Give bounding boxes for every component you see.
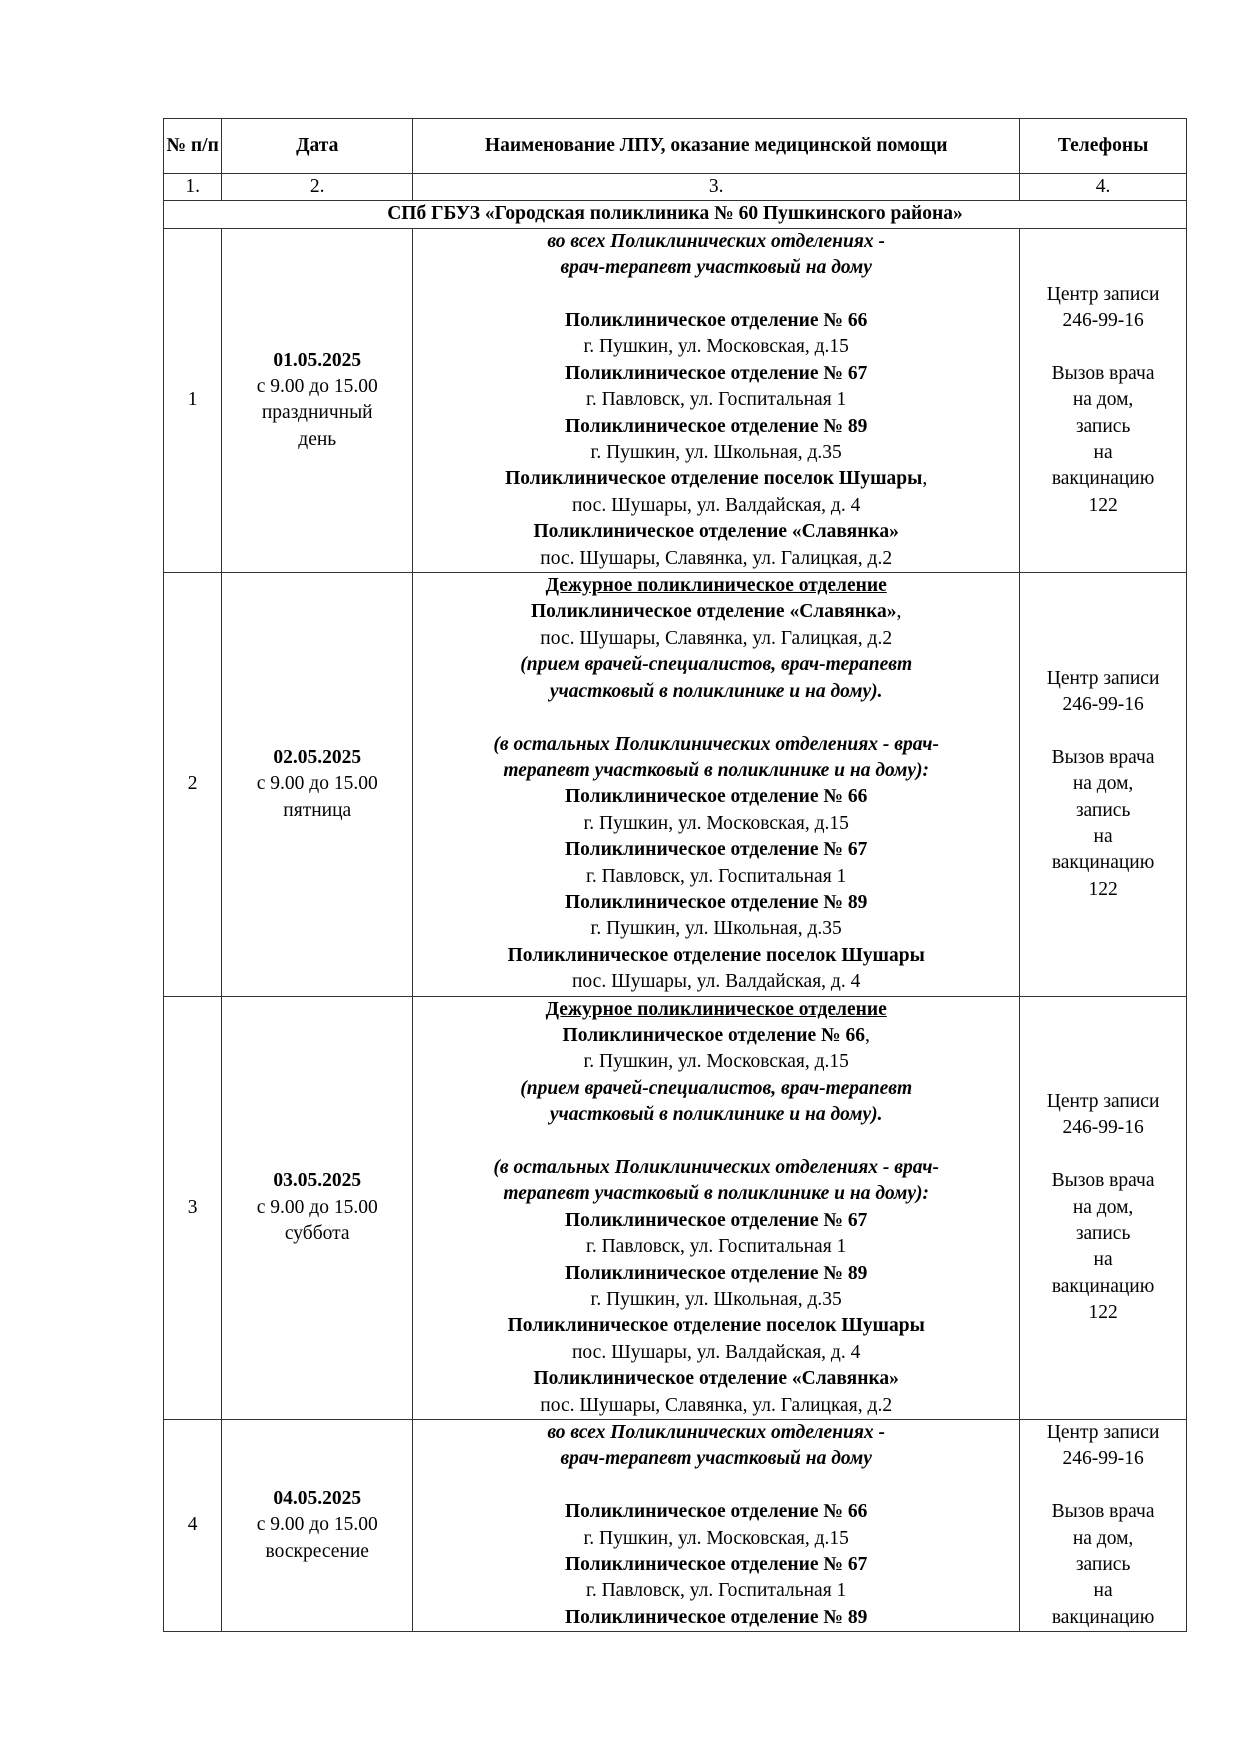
clinic-line-text: г. Пушкин, ул. Школьная, д.35 xyxy=(590,918,842,940)
phone-line: 122 xyxy=(1088,878,1118,900)
clinic-line-text: во всех Поликлинических отделениях - xyxy=(547,1422,886,1444)
org-title: СПб ГБУЗ «Городская поликлиника № 60 Пушкинского района» xyxy=(164,201,1187,228)
phone-line: запись xyxy=(1075,1554,1131,1576)
clinic-line xyxy=(415,652,1017,678)
phone-line: Вызов врача xyxy=(1051,362,1155,384)
phone-line: 246-99-16 xyxy=(1062,1117,1144,1139)
clinic-line-text: врач-терапевт участковый на дому xyxy=(560,1448,872,1470)
phone-line: 246-99-16 xyxy=(1062,1448,1144,1470)
clinic-line-text: Поликлиническое отделение № 66 xyxy=(564,310,868,332)
clinic-line xyxy=(415,784,1017,810)
clinic-line xyxy=(415,1023,1017,1049)
phone-line: Центр записи xyxy=(1046,667,1160,689)
clinic-line-text: (в остальных Поликлинических отделениях - врач- xyxy=(493,1156,939,1178)
clinic-line-tail: , xyxy=(896,601,902,623)
row-number: 2 xyxy=(164,573,222,996)
clinic-line xyxy=(415,414,1017,440)
row-number: 3 xyxy=(164,996,222,1419)
clinic-line xyxy=(415,1181,1017,1207)
header-num: № п/п xyxy=(164,119,222,174)
spacer xyxy=(415,282,1017,308)
clinic-line-text: (прием врачей-специалистов, врач-терапевт xyxy=(520,654,913,676)
header-row xyxy=(164,119,1187,174)
clinic-line xyxy=(415,387,1017,413)
clinic-line xyxy=(415,837,1017,863)
row-phones-cell xyxy=(1020,1420,1187,1632)
clinic-line-text: Поликлиническое отделение № 66 xyxy=(562,1024,865,1046)
spacer xyxy=(1022,334,1184,360)
clinic-line-text: г. Пушкин, ул. Московская, д.15 xyxy=(583,336,849,358)
clinic-line-text: Поликлиническое отделение «Славянка» xyxy=(533,521,899,543)
clinic-line-tail: , xyxy=(864,1024,870,1046)
row-date: 04.05.2025 xyxy=(273,1488,362,1510)
phone-line: на xyxy=(1093,442,1113,464)
phone-line: Центр записи xyxy=(1046,283,1160,305)
row-date: 02.05.2025 xyxy=(273,746,362,768)
org-row xyxy=(164,201,1187,228)
row-clinics-cell xyxy=(413,996,1020,1419)
clinic-line-text: г. Пушкин, ул. Школьная, д.35 xyxy=(590,1289,842,1311)
clinic-line xyxy=(415,334,1017,360)
schedule-row xyxy=(164,996,1187,1419)
clinic-line xyxy=(415,1605,1017,1631)
clinic-line-text: (прием врачей-специалистов, врач-терапевт xyxy=(520,1077,913,1099)
row-time: с 9.00 до 15.00 xyxy=(256,376,378,398)
clinic-line xyxy=(415,1420,1017,1446)
phone-line: Вызов врача xyxy=(1051,1501,1155,1523)
clinic-line xyxy=(415,1208,1017,1234)
clinic-line xyxy=(415,1499,1017,1525)
row-time: с 9.00 до 15.00 xyxy=(256,1514,378,1536)
index-cell: 4. xyxy=(1020,174,1187,201)
clinic-line-text: Поликлиническое отделение № 66 xyxy=(564,1501,868,1523)
clinic-line xyxy=(415,546,1017,572)
phone-line: 246-99-16 xyxy=(1062,310,1144,332)
clinic-line-text: (в остальных Поликлинических отделениях - врач- xyxy=(493,733,939,755)
row-date: 01.05.2025 xyxy=(273,349,362,371)
row-time: с 9.00 до 15.00 xyxy=(256,773,378,795)
schedule-table xyxy=(163,118,1187,1632)
clinic-line-text: Поликлиническое отделение № 89 xyxy=(564,1262,868,1284)
clinic-line xyxy=(415,1393,1017,1419)
row-day: суббота xyxy=(284,1223,350,1244)
clinic-line-text: г. Павловск, ул. Госпитальная 1 xyxy=(586,865,847,887)
clinic-line xyxy=(415,1155,1017,1181)
clinic-line xyxy=(415,758,1017,784)
clinic-line xyxy=(415,361,1017,387)
clinic-line-text: пос. Шушары, Славянка, ул. Галицкая, д.2 xyxy=(540,1394,893,1416)
schedule-row xyxy=(164,228,1187,572)
clinic-line-text: Поликлиническое отделение № 67 xyxy=(564,1554,868,1576)
clinic-line-tail: , xyxy=(922,468,928,490)
index-cell: 1. xyxy=(164,174,222,201)
row-phones-cell xyxy=(1020,996,1187,1419)
clinic-line xyxy=(415,1287,1017,1313)
clinic-line xyxy=(415,626,1017,652)
row-phones-cell xyxy=(1020,228,1187,572)
clinic-line-text: г. Пушкин, ул. Московская, д.15 xyxy=(583,1527,849,1549)
clinic-line xyxy=(415,1340,1017,1366)
index-cell: 3. xyxy=(413,174,1020,201)
clinic-line xyxy=(415,1049,1017,1075)
clinic-line xyxy=(415,1234,1017,1260)
clinic-line xyxy=(415,308,1017,334)
row-clinics-cell xyxy=(413,228,1020,572)
clinic-line-text: пос. Шушары, Славянка, ул. Галицкая, д.2 xyxy=(540,627,893,649)
row-date: 03.05.2025 xyxy=(273,1170,362,1192)
clinic-line xyxy=(415,493,1017,519)
row-day: праздничный xyxy=(261,402,373,424)
clinic-line xyxy=(415,890,1017,916)
phone-line: Центр записи xyxy=(1046,1422,1160,1444)
clinic-line xyxy=(415,732,1017,758)
clinic-line xyxy=(415,864,1017,890)
row-phones-cell xyxy=(1020,573,1187,996)
spacer xyxy=(415,705,1017,731)
clinic-line xyxy=(415,599,1017,625)
phone-line: запись xyxy=(1075,799,1131,821)
clinic-line-text: пос. Шушары, ул. Валдайская, д. 4 xyxy=(572,971,861,993)
clinic-line-text: терапевт участковый в поликлинике и на дому): xyxy=(503,759,930,781)
clinic-line-text: участковый в поликлинике и на дому). xyxy=(549,680,883,702)
clinic-line-text: Поликлиническое отделение поселок Шушары xyxy=(507,944,925,966)
clinic-line xyxy=(415,1366,1017,1392)
phone-line: 122 xyxy=(1088,494,1118,516)
phone-line: на xyxy=(1093,825,1113,847)
spacer xyxy=(415,1129,1017,1155)
clinic-line xyxy=(415,573,1017,599)
row-number: 4 xyxy=(164,1420,222,1632)
row-date-cell xyxy=(222,1420,413,1632)
clinic-line-text: г. Павловск, ул. Госпитальная 1 xyxy=(586,1236,847,1258)
schedule-row xyxy=(164,1420,1187,1632)
clinic-line-text: г. Павловск, ул. Госпитальная 1 xyxy=(586,1580,847,1602)
phone-line: на дом, xyxy=(1072,1527,1134,1549)
clinic-line xyxy=(415,440,1017,466)
index-row xyxy=(164,174,1187,201)
phone-line: Центр записи xyxy=(1046,1090,1160,1112)
clinic-line-text: г. Пушкин, ул. Школьная, д.35 xyxy=(590,442,842,464)
clinic-line xyxy=(415,1526,1017,1552)
clinic-line-text: Дежурное поликлиническое отделение xyxy=(545,575,887,597)
clinic-line-text: Поликлиническое отделение № 89 xyxy=(564,891,868,913)
clinic-line-text: терапевт участковый в поликлинике и на дому): xyxy=(503,1183,930,1205)
clinic-line-text: во всех Поликлинических отделениях - xyxy=(547,230,886,252)
phone-line: Вызов врача xyxy=(1051,746,1155,768)
row-day: день xyxy=(298,428,337,450)
clinic-line xyxy=(415,1261,1017,1287)
phone-line: 122 xyxy=(1088,1302,1118,1324)
phone-line: на дом, xyxy=(1072,389,1134,411)
phone-line: вакцинацию xyxy=(1051,1606,1155,1628)
clinic-line-text: пос. Шушары, ул. Валдайская, д. 4 xyxy=(572,1341,861,1363)
clinic-line xyxy=(415,997,1017,1023)
phone-line: на xyxy=(1093,1249,1113,1271)
phone-line: вакцинацию xyxy=(1051,1275,1155,1297)
clinic-line xyxy=(415,1102,1017,1128)
clinic-line xyxy=(415,943,1017,969)
spacer xyxy=(1022,1473,1184,1499)
clinic-line xyxy=(415,811,1017,837)
row-number: 1 xyxy=(164,228,222,572)
clinic-line xyxy=(415,679,1017,705)
clinic-line-text: Поликлиническое отделение поселок Шушары xyxy=(507,1315,925,1337)
clinic-line-text: участковый в поликлинике и на дому). xyxy=(549,1104,883,1126)
clinic-line xyxy=(415,229,1017,255)
phone-line: на дом, xyxy=(1072,773,1134,795)
clinic-line-text: пос. Шушары, ул. Валдайская, д. 4 xyxy=(572,494,861,516)
clinic-line xyxy=(415,255,1017,281)
row-date-cell xyxy=(222,996,413,1419)
clinic-line xyxy=(415,1313,1017,1339)
row-date-cell xyxy=(222,228,413,572)
phone-line: запись xyxy=(1075,1223,1131,1244)
phone-line: на дом, xyxy=(1072,1196,1134,1218)
row-day: пятница xyxy=(283,799,352,821)
clinic-line-text: Поликлиническое отделение «Славянка» xyxy=(531,601,897,623)
clinic-line-text: г. Павловск, ул. Госпитальная 1 xyxy=(586,389,847,411)
phone-line: на xyxy=(1093,1580,1113,1602)
clinic-line xyxy=(415,1578,1017,1604)
phone-line: вакцинацию xyxy=(1051,468,1155,490)
clinic-line-text: г. Пушкин, ул. Московская, д.15 xyxy=(583,1051,849,1073)
header-date: Дата xyxy=(222,119,413,174)
phone-line: Вызов врача xyxy=(1051,1170,1155,1192)
row-clinics-cell xyxy=(413,1420,1020,1632)
spacer xyxy=(1022,718,1184,744)
row-clinics-cell xyxy=(413,573,1020,996)
clinic-line-text: г. Пушкин, ул. Московская, д.15 xyxy=(583,812,849,834)
row-date-cell xyxy=(222,573,413,996)
clinic-line-text: врач-терапевт участковый на дому xyxy=(560,257,872,279)
phone-line: запись xyxy=(1075,415,1131,437)
row-day: воскресение xyxy=(265,1540,369,1562)
spacer xyxy=(415,1473,1017,1499)
clinic-line xyxy=(415,1076,1017,1102)
clinic-line-text: Поликлиническое отделение № 67 xyxy=(564,839,868,861)
clinic-line-text: Поликлиническое отделение № 67 xyxy=(564,362,868,384)
clinic-line xyxy=(415,519,1017,545)
clinic-line-text: Поликлиническое отделение «Славянка» xyxy=(533,1368,899,1390)
row-time: с 9.00 до 15.00 xyxy=(256,1196,378,1218)
index-cell: 2. xyxy=(222,174,413,201)
clinic-line xyxy=(415,1552,1017,1578)
clinic-line-text: Поликлиническое отделение № 89 xyxy=(564,415,868,437)
clinic-line-text: Поликлиническое отделение № 66 xyxy=(564,786,868,808)
clinic-line-text: Поликлиническое отделение № 67 xyxy=(564,1209,868,1231)
clinic-line xyxy=(415,916,1017,942)
phone-line: вакцинацию xyxy=(1051,852,1155,874)
header-phone: Телефоны xyxy=(1020,119,1187,174)
clinic-line-text: Дежурное поликлиническое отделение xyxy=(545,998,887,1020)
phone-line: 246-99-16 xyxy=(1062,693,1144,715)
spacer xyxy=(1022,1142,1184,1168)
clinic-line-text: Поликлиническое отделение поселок Шушары xyxy=(505,468,923,490)
header-name: Наименование ЛПУ, оказание медицинской помощи xyxy=(413,119,1020,174)
clinic-line-text: Поликлиническое отделение № 89 xyxy=(564,1606,868,1628)
clinic-line-text: пос. Шушары, Славянка, ул. Галицкая, д.2 xyxy=(540,547,893,569)
clinic-line xyxy=(415,466,1017,492)
clinic-line xyxy=(415,1446,1017,1472)
clinic-line xyxy=(415,969,1017,995)
schedule-row xyxy=(164,573,1187,996)
